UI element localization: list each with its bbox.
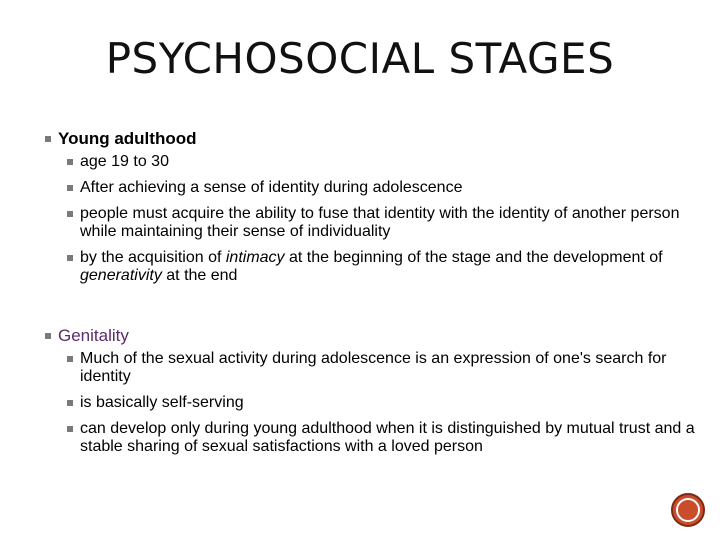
emphasis-intimacy: intimacy [225,249,285,266]
young-adulthood-list [67,153,705,285]
square-bullet-icon [45,136,51,142]
list-item-text: Much of the sexual activity during adolescence is an expression of one's search for identity [80,350,667,385]
section-heading: Genitality [58,326,129,345]
genitality-list [67,350,705,456]
square-bullet-icon [67,400,73,406]
list-item-text: is basically self-serving [80,394,244,411]
text-part: at the end [161,267,238,284]
emphasis-generativity: generativity [80,267,162,284]
list-item [67,420,705,456]
section-genitality [45,325,705,347]
slide-title: PSYCHOSOCIAL STAGES [105,34,615,83]
text-part: by the acquisition of [80,249,226,266]
spacer [45,293,705,325]
square-bullet-icon [67,356,73,362]
square-bullet-icon [67,159,73,165]
list-item [67,350,705,386]
list-item [67,153,705,171]
list-item [67,205,705,241]
circle-nav-icon[interactable] [671,493,705,527]
list-item-text [80,249,663,284]
list-item [67,179,705,197]
square-bullet-icon [45,333,51,339]
section-heading: Young adulthood [58,129,197,148]
square-bullet-icon [67,255,73,261]
square-bullet-icon [67,211,73,217]
square-bullet-icon [67,426,73,432]
text-part: at the beginning of the stage and the development of [284,249,663,266]
section-young-adulthood [45,128,705,150]
list-item-text: After achieving a sense of identity during adolescence [80,179,463,196]
slide-content [45,128,705,464]
list-item-text: can develop only during young adulthood when it is distinguished by mutual trust and a stable sharing of sexual satisfactions with a loved person [80,420,695,455]
list-item-text: people must acquire the ability to fuse that identity with the identity of another person while maintaining their sense of individuality [80,205,680,240]
list-item [67,394,705,412]
list-item-text: age 19 to 30 [80,153,169,170]
list-item [67,249,705,285]
square-bullet-icon [67,185,73,191]
